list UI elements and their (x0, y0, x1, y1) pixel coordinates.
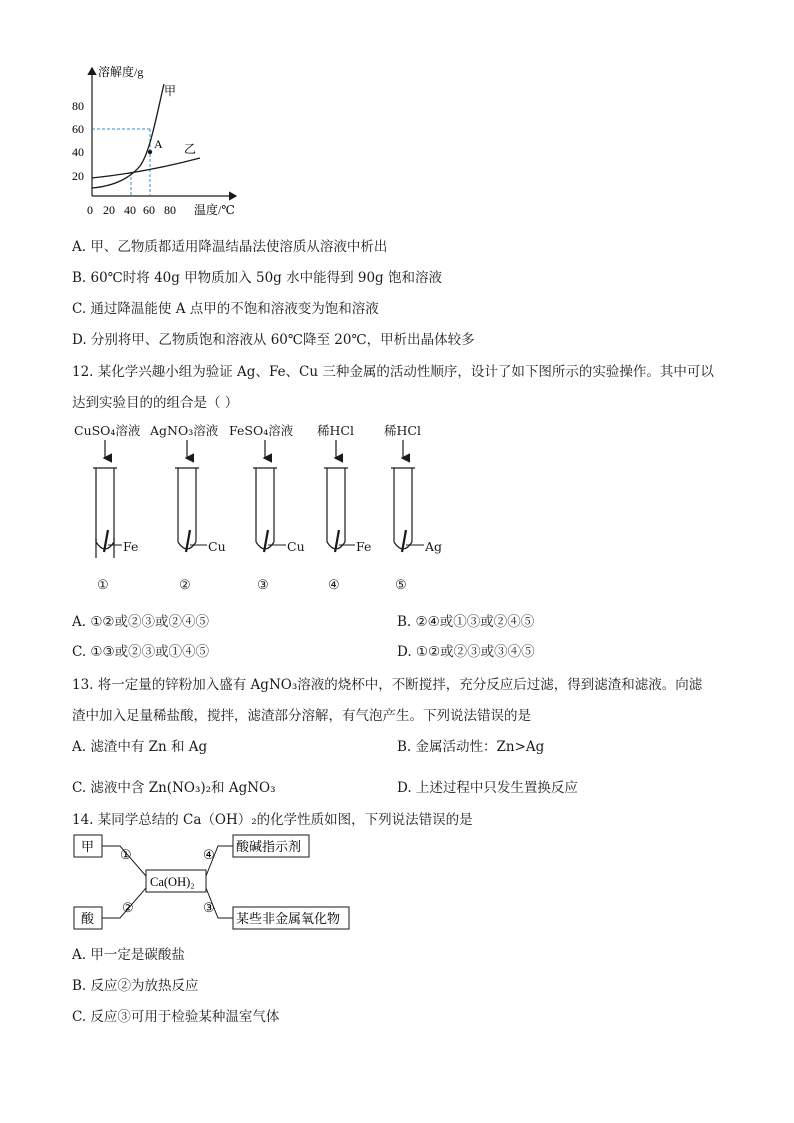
label-center: Ca(OH)₂ (150, 875, 195, 889)
q14-stem: 14. 某同学总结的 Ca（OH）₂的化学性质如图，下列说法错误的是 (72, 812, 473, 828)
q12-option-a: A. ①②或②③或②④⑤ (72, 614, 210, 630)
y-tick: 60 (72, 122, 84, 136)
q13-option-b: B. 金属活动性：Zn>Ag (397, 739, 545, 755)
tube-4-number: ④ (328, 578, 340, 593)
caoh2-diagram (70, 830, 370, 935)
solubility-graph (60, 62, 260, 222)
y-axis-title: 溶解度/g (98, 65, 144, 79)
y-tick: 20 (72, 169, 84, 183)
q13-option-c: C. 滤液中含 Zn(NO₃)₂和 AgNO₃ (72, 780, 276, 796)
tube-3 (253, 440, 286, 552)
curve-jia (92, 84, 164, 188)
tube-5 (391, 440, 424, 552)
curve-yi (92, 158, 200, 178)
label-nonmetal: 某些非金属氧化物 (236, 911, 341, 926)
tube-4 (324, 440, 355, 552)
q13-option-d: D. 上述过程中只发生置换反应 (397, 780, 578, 796)
x-tick: 20 (103, 203, 115, 217)
tube-2 (175, 440, 207, 552)
x-tick: 80 (164, 203, 176, 217)
q13-stem-line2: 渣中加入足量稀盐酸，搅拌，滤渣部分溶解，有气泡产生。下列说法错误的是 (72, 708, 531, 724)
q12-option-c: C. ①③或②③或①④⑤ (72, 644, 210, 660)
curve-jia-label: 甲 (164, 84, 177, 98)
q14-option-c: C. 反应③可用于检验某种温室气体 (72, 1009, 280, 1025)
q14-option-b: B. 反应②为放热反应 (72, 978, 199, 994)
x-tick: 40 (124, 203, 136, 217)
tube-2-metal: Cu (208, 539, 226, 554)
curve-yi-label: 乙 (184, 142, 197, 156)
q14-option-a: A. 甲一定是碳酸盐 (72, 947, 185, 963)
y-tick: 80 (72, 99, 84, 113)
label-indicator: 酸碱指示剂 (236, 839, 302, 854)
label-jia: 甲 (81, 839, 95, 854)
tube-5-metal: Ag (425, 539, 443, 554)
num-2: ② (122, 900, 134, 915)
num-1: ① (120, 847, 132, 862)
q11-option-c: C. 通过降温能使 A 点甲的不饱和溶液变为饱和溶液 (72, 301, 379, 317)
tube-1-metal: Fe (123, 539, 139, 554)
point-a-label: A (154, 137, 163, 151)
tube-2-number: ② (179, 578, 191, 593)
q13-option-a: A. 滤渣中有 Zn 和 Ag (72, 739, 208, 755)
q12-option-d: D. ①②或②③或③④⑤ (397, 644, 535, 660)
q12-stem-line2: 达到实验目的的组合是（ ） (72, 395, 239, 411)
q11-option-a: A. 甲、乙物质都适用降温结晶法使溶质从溶液中析出 (72, 239, 388, 255)
tube-5-number: ⑤ (395, 578, 407, 593)
tube-4-reagent: 稀HCl (317, 423, 354, 438)
x-axis-title: 温度/℃ (194, 203, 235, 217)
x-tick: 0 (87, 203, 93, 217)
q12-option-b: B. ②④或①③或②④⑤ (397, 614, 535, 630)
q13-stem-line1: 13. 将一定量的锌粉加入盛有 AgNO₃溶液的烧杯中，不断搅拌，充分反应后过滤，得到滤渣和滤液。向滤 (72, 677, 703, 693)
tube-3-metal: Cu (287, 539, 305, 554)
tube-3-reagent: FeSO₄溶液 (229, 423, 294, 438)
tube-3-number: ③ (257, 578, 269, 593)
tube-1 (93, 440, 122, 558)
point-a (148, 150, 152, 154)
tube-2-reagent: AgNO₃溶液 (150, 423, 219, 438)
y-tick: 40 (72, 145, 84, 159)
label-acid: 酸 (81, 911, 95, 926)
q11-option-d: D. 分别将甲、乙物质饱和溶液从 60℃降至 20℃，甲析出晶体较多 (72, 332, 475, 348)
x-tick: 60 (143, 203, 155, 217)
q12-stem-line1: 12. 某化学兴趣小组为验证 Ag、Fe、Cu 三种金属的活动性顺序，设计了如下图所示的实验操作。其中可以 (72, 364, 714, 380)
tube-1-reagent: CuSO₄溶液 (74, 423, 141, 438)
num-3: ③ (203, 900, 215, 915)
tube-1-number: ① (97, 578, 109, 593)
tube-4-metal: Fe (356, 539, 372, 554)
tube-5-reagent: 稀HCl (384, 423, 421, 438)
q11-option-b: B. 60℃时将 40g 甲物质加入 50g 水中能得到 90g 饱和溶液 (72, 270, 442, 286)
num-4: ④ (203, 847, 215, 862)
